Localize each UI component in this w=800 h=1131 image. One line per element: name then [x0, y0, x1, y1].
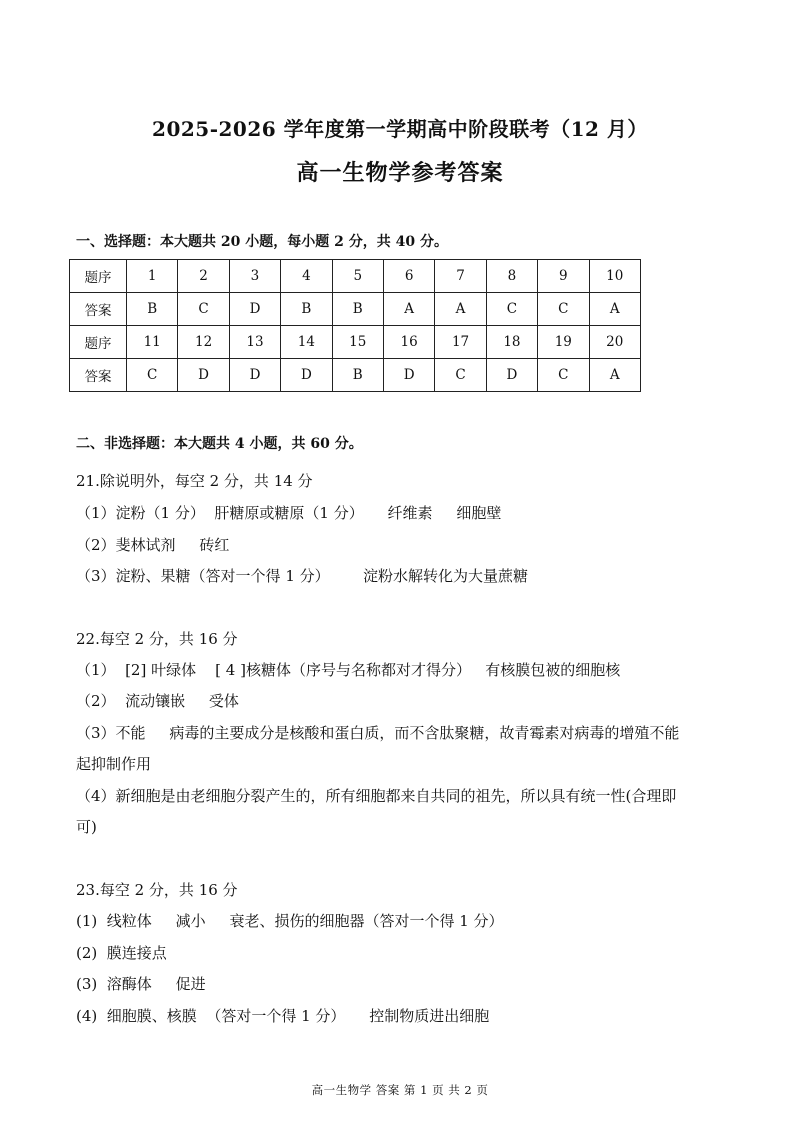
table-cell: A — [383, 293, 434, 326]
table-cell: B — [281, 293, 332, 326]
q23-part1: (1) 线粒体 减小 衰老、损伤的细胞器（答对一个得 1 分） — [76, 912, 504, 930]
table-row-questions-2 — [70, 326, 641, 359]
table-cell: C — [538, 293, 589, 326]
q23-intro: 23.每空 2 分，共 16 分 — [76, 881, 238, 899]
table-cell: A — [589, 359, 640, 392]
q23-part4: (4) 细胞膜、核膜 （答对一个得 1 分） 控制物质进出细胞 — [76, 1007, 490, 1025]
table-cell: 9 — [538, 260, 589, 293]
table-cell: 16 — [383, 326, 434, 359]
table-cell: C — [127, 359, 178, 392]
table-cell: 6 — [383, 260, 434, 293]
table-cell: 7 — [435, 260, 486, 293]
page-subtitle: 高一生物学参考答案 — [296, 160, 504, 186]
q22-intro: 22.每空 2 分，共 16 分 — [76, 630, 238, 648]
section1-heading: 一、选择题：本大题共 20 小题，每小题 2 分，共 40 分。 — [76, 234, 448, 250]
table-cell: 8 — [486, 260, 537, 293]
q22-part2: （2） 流动镶嵌 受体 — [76, 692, 239, 710]
table-cell: D — [229, 293, 280, 326]
q22-part3-cont: 起抑制作用 — [76, 755, 152, 773]
table-cell: B — [332, 359, 383, 392]
table-cell: 1 — [127, 260, 178, 293]
q21-intro: 21.除说明外，每空 2 分，共 14 分 — [76, 472, 313, 490]
table-cell: 14 — [281, 326, 332, 359]
q22-part4: （4）新细胞是由老细胞分裂产生的，所有细胞都来自共同的祖先，所以具有统一性(合理即 — [76, 787, 677, 805]
table-cell: 18 — [486, 326, 537, 359]
table-cell: C — [538, 359, 589, 392]
answer-table — [69, 259, 641, 392]
q21-part2: （2）斐林试剂 砖红 — [76, 536, 230, 554]
table-row-questions-1 — [70, 260, 641, 293]
q22-part3: （3）不能 病毒的主要成分是核酸和蛋白质，而不含肽聚糖，故青霉素对病毒的增殖不能 — [76, 724, 680, 742]
table-cell: 13 — [229, 326, 280, 359]
row-label-question: 题序 — [70, 260, 127, 293]
table-cell: 10 — [589, 260, 640, 293]
row-label-answer: 答案 — [70, 293, 127, 326]
table-cell: D — [486, 359, 537, 392]
table-cell: 20 — [589, 326, 640, 359]
table-cell: C — [435, 359, 486, 392]
table-cell: D — [178, 359, 229, 392]
table-cell: 17 — [435, 326, 486, 359]
table-cell: 11 — [127, 326, 178, 359]
row-label-question: 题序 — [70, 326, 127, 359]
table-cell: B — [332, 293, 383, 326]
section2-heading: 二、非选择题：本大题共 4 小题，共 60 分。 — [76, 436, 363, 452]
table-cell: 3 — [229, 260, 280, 293]
table-cell: A — [435, 293, 486, 326]
table-cell: 12 — [178, 326, 229, 359]
table-cell: 4 — [281, 260, 332, 293]
q23-part3: (3) 溶酶体 促进 — [76, 975, 206, 993]
q23-part2: (2) 膜连接点 — [76, 944, 167, 962]
table-cell: 5 — [332, 260, 383, 293]
table-row-answers-1 — [70, 293, 641, 326]
q22-part1: （1） [2] 叶绿体 [ 4 ]核糖体（序号与名称都对才得分） 有核膜包被的细胞核 — [76, 661, 621, 679]
table-cell: A — [589, 293, 640, 326]
table-cell: D — [383, 359, 434, 392]
table-cell: C — [178, 293, 229, 326]
table-cell: D — [229, 359, 280, 392]
table-cell: B — [127, 293, 178, 326]
q21-part1: （1）淀粉（1 分） 肝糖原或糖原（1 分） 纤维素 细胞壁 — [76, 504, 502, 522]
table-row-answers-2 — [70, 359, 641, 392]
q21-part3: （3）淀粉、果糖（答对一个得 1 分） 淀粉水解转化为大量蔗糖 — [76, 567, 529, 585]
table-cell: D — [281, 359, 332, 392]
table-cell: 19 — [538, 326, 589, 359]
table-cell: 2 — [178, 260, 229, 293]
table-cell: 15 — [332, 326, 383, 359]
page-title: 2025-2026 学年度第一学期高中阶段联考（12 月） — [152, 117, 648, 141]
q22-part4-cont: 可) — [76, 818, 97, 836]
row-label-answer: 答案 — [70, 359, 127, 392]
table-cell: C — [486, 293, 537, 326]
page-footer: 高一生物学 答案 第 1 页 共 2 页 — [311, 1083, 489, 1097]
